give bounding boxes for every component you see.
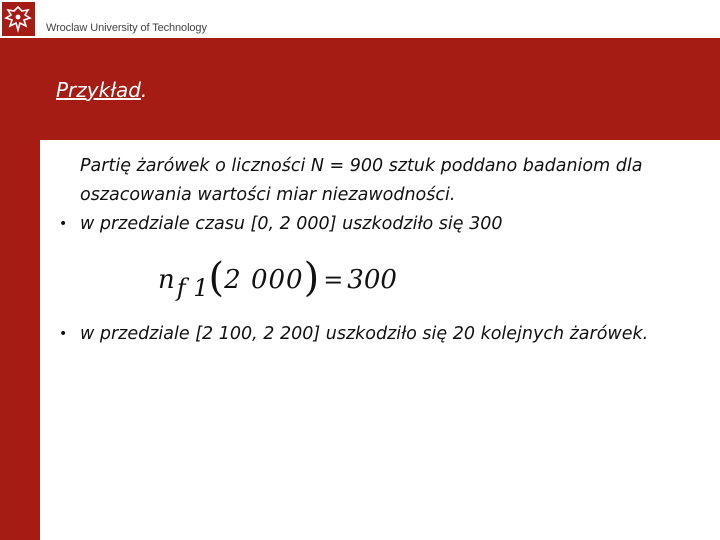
bullet-dot-icon: • xyxy=(59,326,68,342)
formula-subscript: f 1 xyxy=(176,274,209,302)
formula xyxy=(158,252,397,302)
formula-close-paren: ) xyxy=(303,255,320,301)
second-bullet-block xyxy=(56,320,706,349)
formula-argument: 2 000 xyxy=(224,265,304,295)
slide-title-word: Przykład xyxy=(56,78,141,102)
bullet-dot-icon: • xyxy=(59,216,68,232)
top-bar xyxy=(0,0,720,38)
bullet-text: w przedziale czasu [0, 2 000] uszkodziło się 300 xyxy=(80,214,503,234)
bullet-text: w przedziale [2 100, 2 200] uszkodziło się 20 kolejnych żarówek. xyxy=(80,324,649,344)
left-sidebar xyxy=(0,38,40,540)
slide-title-punct: . xyxy=(140,78,148,102)
formula-open-paren: ( xyxy=(208,255,225,301)
eagle-icon xyxy=(2,2,35,36)
bullet-item xyxy=(56,320,706,349)
intro-paragraph: Partię żarówek o liczności N = 900 sztuk poddano badaniom dla oszacowania wartości miar niezawodności. xyxy=(80,156,643,205)
slide-title xyxy=(56,78,147,102)
slide-content xyxy=(56,152,706,239)
bullet-item xyxy=(56,210,706,239)
formula-variable: n xyxy=(158,265,175,295)
university-name: Wroclaw University of Technology xyxy=(46,22,207,34)
formula-value: 300 xyxy=(347,265,397,295)
formula-equals: = xyxy=(323,266,344,294)
university-logo xyxy=(2,2,35,36)
